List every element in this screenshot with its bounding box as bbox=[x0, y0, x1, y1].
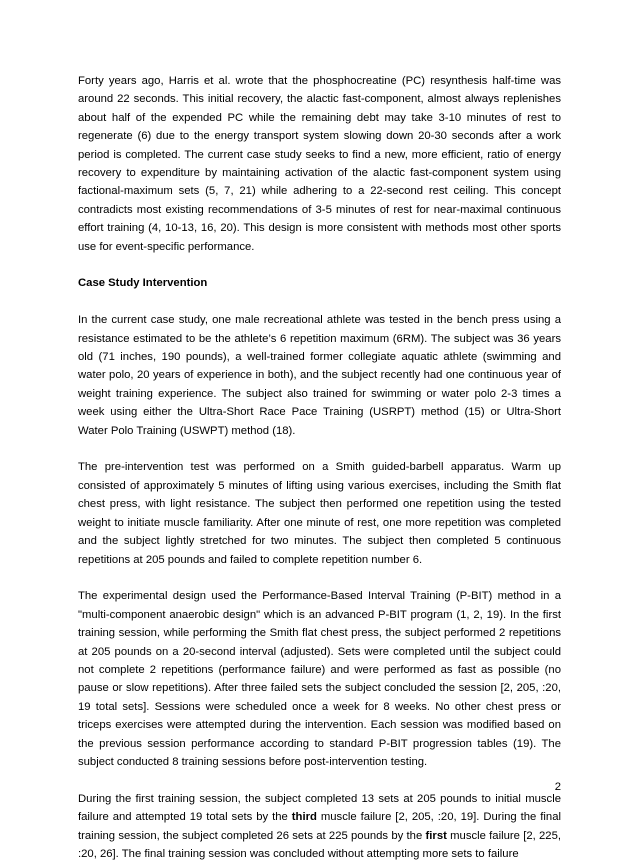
section-heading: Case Study Intervention bbox=[78, 277, 208, 290]
subject-paragraph: In the current case study, one male recreational athlete was tested in the bench press using a resistance estimated to be the athlete’s 6 repetition maximum (6RM). The subject was 36 years old (71 inches, 190 pounds), a well-trained former collegiate aquatic athlete (swimming and water polo, 20 years of experience in both), and the subject recently had one continuous year of weight training experience. The subject also trained for swimming or water polo 2-3 times a week using either the Ultra-Short Race Pace Training (USRPT) method (15) or Ultra-Short Water Polo Training (USWPT) method (18). bbox=[78, 314, 561, 437]
document-page bbox=[78, 72, 561, 863]
results-bold-third: third bbox=[291, 811, 317, 824]
results-text-part: muscle failure [2, 205, :20, 19]. During the final training session, the subject completed 26 sets at 225 pounds by the bbox=[78, 811, 561, 842]
paragraph-spacer bbox=[78, 569, 561, 587]
paragraph-spacer bbox=[78, 256, 561, 274]
pre-test-paragraph: The pre-intervention test was performed on a Smith guided-barbell apparatus. Warm up consisted of approximately 5 minutes of lifting using various exercises, including the Smith flat chest press, with light resistance. The subject then performed one repetition using the tested weight to initiate muscle familiarity. After one minute of rest, one more repetition was completed and the subject lightly stretched for two minutes. The subject then completed 5 continuous repetitions at 205 pounds and failed to complete repetition number 6. bbox=[78, 461, 561, 566]
design-paragraph: The experimental design used the Performance-Based Interval Training (P-BIT) method in a "multi-component anaerobic design" which is an advanced P-BIT program (1, 2, 19). In the first training session, while performing the Smith flat chest press, the subject performed 2 repetitions at 205 pounds on a 20-second interval (adjusted). Sets were completed until the subject could not complete 2 repetitions (performance failure) and were performed as fast as possible (no pause or slow repetitions). After three failed sets the subject concluded the session [2, 205, :20, 19 total sets]. Sessions were scheduled once a week for 8 weeks. No other chest press or triceps exercises were attempted during the intervention. Each session was modified based on the previous session performance according to standard P-BIT progression tables (19). The subject conducted 8 training sessions before post-intervention testing. bbox=[78, 590, 561, 768]
results-paragraph bbox=[78, 790, 561, 863]
results-bold-first: first bbox=[425, 829, 447, 842]
paragraph-spacer bbox=[78, 293, 561, 311]
paragraph-spacer bbox=[78, 771, 561, 789]
results-text-part: muscle failure [2, 225, :20, 26]. The final training session was concluded without attempting more sets to failure bbox=[78, 829, 562, 860]
page-number: 2 bbox=[554, 781, 561, 793]
results-text-part: During the first training session, the subject completed 13 sets at 205 pounds to initial muscle failure and attempted 19 total sets by the bbox=[78, 792, 561, 824]
paragraph-spacer bbox=[78, 440, 561, 458]
intro-paragraph: Forty years ago, Harris et al. wrote that the phosphocreatine (PC) resynthesis half-time was around 22 seconds. This initial recovery, the alactic fast-component, almost always replenishes about half of the expended PC while the remaining debt may take 3-10 minutes of rest to regenerate (6) due to the energy transport system slowing down 20-30 seconds after a work period is completed. The current case study seeks to find a new, more efficient, ratio of energy recovery to expenditure by maintaining activation of the alactic fast-component system using factional-maximum sets (5, 7, 21) while adhering to a 22-second rest ceiling. This concept contradicts most existing recommendations of 3-5 minutes of rest for near-maximal continuous effort training (4, 10-13, 16, 20). This design is more consistent with methods most other sports use for event-specific performance. bbox=[78, 75, 561, 253]
